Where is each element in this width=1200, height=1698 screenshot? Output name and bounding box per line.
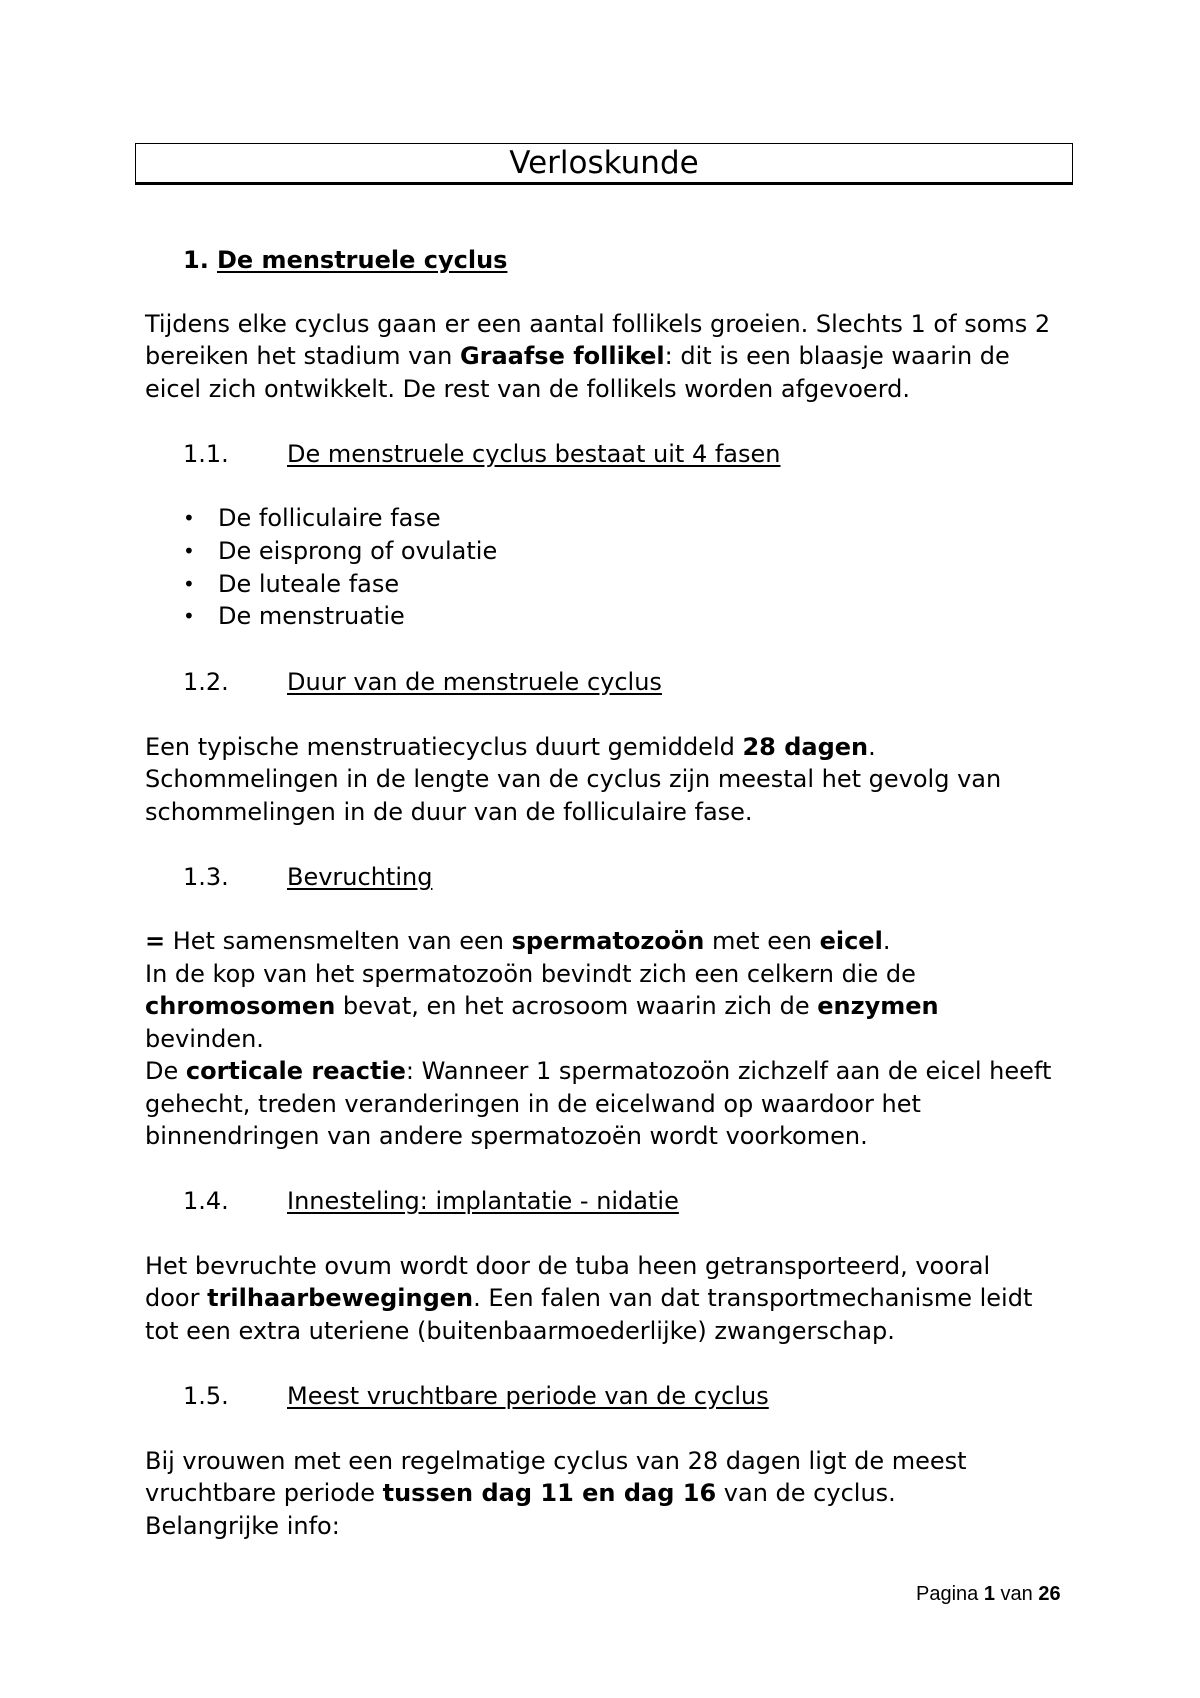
intro-line-2: bereiken het stadium van Graafse follikel: dit is een blaasje waarin de — [145, 342, 1010, 370]
section-1-3-title: Bevruchting — [287, 863, 433, 891]
section-1-1-number: 1.1. — [183, 440, 229, 468]
section-1-heading — [183, 244, 507, 276]
current-page: 1 — [983, 1583, 995, 1605]
section-1-4-number: 1.4. — [183, 1187, 229, 1215]
bevr-line-5: De corticale reactie: Wanneer 1 spermatozoön zichzelf aan de eicel heeft — [145, 1057, 1052, 1085]
section-1-5-title: Meest vruchtbare periode van de cyclus — [287, 1382, 769, 1410]
section-1-1-title: De menstruele cyclus bestaat uit 4 fasen — [287, 440, 781, 468]
innest-line-3: tot een extra uteriene (buitenbaarmoederlijke) zwangerschap. — [145, 1317, 895, 1345]
page-number-footer: Pagina 1 van 26 — [916, 1583, 1061, 1605]
term-spermatozoon: spermatozoön — [511, 927, 705, 955]
intro-line-1: Tijdens elke cyclus gaan er een aantal follikels groeien. Slechts 1 of soms 2 — [145, 310, 1051, 338]
term-chromosomen: chromosomen — [145, 992, 336, 1020]
bevr-line-1: = Het samensmelten van een spermatozoön met een eicel. — [145, 927, 891, 955]
term-graafse-follikel: Graafse follikel — [459, 342, 665, 370]
innest-line-1: Het bevruchte ovum wordt door de tuba heen getransporteerd, vooral — [145, 1252, 991, 1280]
bevr-line-3: chromosomen bevat, en het acrosoom waarin zich de enzymen — [145, 992, 939, 1020]
bevr-line-4: bevinden. — [145, 1025, 264, 1053]
term-eicel: eicel — [819, 927, 883, 955]
term-enzymen: enzymen — [817, 992, 939, 1020]
term-trilhaarbewegingen: trilhaarbewegingen — [207, 1284, 474, 1312]
vrucht-line-1: Bij vrouwen met een regelmatige cyclus van 28 dagen ligt de meest — [145, 1447, 967, 1475]
bullet-icon: • — [183, 506, 195, 530]
document-title: Verloskunde — [135, 143, 1073, 185]
term-28-dagen: 28 dagen — [742, 733, 869, 761]
duur-line-3: schommelingen in de duur van de folliculaire fase. — [145, 798, 753, 826]
bullet-icon: • — [183, 604, 195, 628]
section-1-2-title: Duur van de menstruele cyclus — [287, 668, 662, 696]
bevr-line-7: binnendringen van andere spermatozoën wordt voorkomen. — [145, 1122, 868, 1150]
section-1-3-number: 1.3. — [183, 863, 229, 891]
total-pages: 26 — [1038, 1583, 1061, 1605]
vrucht-line-2: vruchtbare periode tussen dag 11 en dag 16 van de cyclus. — [145, 1479, 896, 1507]
section-1-2-number: 1.2. — [183, 668, 229, 696]
intro-line-3: eicel zich ontwikkelt. De rest van de follikels worden afgevoerd. — [145, 375, 910, 403]
section-1-5-number: 1.5. — [183, 1382, 229, 1410]
innest-line-2: door trilhaarbewegingen. Een falen van dat transportmechanisme leidt — [145, 1284, 1033, 1312]
section-1-number: 1. — [183, 246, 209, 274]
term-dag-11-16: tussen dag 11 en dag 16 — [382, 1479, 717, 1507]
term-corticale-reactie: corticale reactie — [185, 1057, 406, 1085]
bevr-line-6: gehecht, treden veranderingen in de eicelwand op waardoor het — [145, 1090, 921, 1118]
vrucht-line-3: Belangrijke info: — [145, 1512, 340, 1540]
bullet-icon: • — [183, 572, 195, 596]
duur-line-1: Een typische menstruatiecyclus duurt gemiddeld 28 dagen. — [145, 733, 876, 761]
bullet-icon: • — [183, 539, 195, 563]
document-page: Verloskunde 1. De menstruele cyclus Tijdens elke cyclus gaan er een aantal follikels groeien. Slechts 1 of soms 2 bereiken het stadium van Graafse follikel: dit is een blaasje waarin de eicel zich ontwikkelt. De rest van de follikels worden afgevoerd. 1.1. De menstruele cyclus bestaat uit 4 fasen • De folliculaire fase • De eisprong of ovulatie • De luteale fase • De menstruatie 1.2. Duur van de menstruele cyclus Een typische menstruatiecyclus duurt gemiddeld 28 dagen. Schommelingen in de lengte van de cyclus zijn meestal het gevolg van schommelingen in de duur van de folliculaire fase. 1.3. Bevruchting = Het samensmelten van een spermatozoön met een eicel. In de kop van het spermatozoön bevindt zich een celkern die de chromosomen bevat, en het acrosoom waarin zich de enzymen bevinden. De corticale reactie: Wanneer 1 spermatozoön zichzelf aan de eicel heeft gehecht, treden veranderingen in de eicelwand op waardoor het binnendringen van andere spermatozoën wordt voorkomen. 1.4. Innesteling: implantatie - nidatie Het bevruchte ovum wordt door de tuba heen getransporteerd, vooral door trilhaarbewegingen. Een falen van dat transportmechanisme leidt tot een extra uteriene (buitenbaarmoederlijke) zwangerschap. 1.5. Meest vruchtbare periode van de cyclus Bij vrouwen met een regelmatige cyclus van 28 dagen ligt de meest vruchtbare periode tussen dag 11 en dag 16 van de cyclus. Belangrijke info: Pagina 1 van 26 — [0, 0, 1200, 1698]
section-1-4-title: Innesteling: implantatie - nidatie — [287, 1187, 679, 1215]
bevr-line-2: In de kop van het spermatozoön bevindt zich een celkern die de — [145, 960, 916, 988]
section-1-title: De menstruele cyclus — [217, 246, 508, 274]
duur-line-2: Schommelingen in de lengte van de cyclus zijn meestal het gevolg van — [145, 765, 1002, 793]
